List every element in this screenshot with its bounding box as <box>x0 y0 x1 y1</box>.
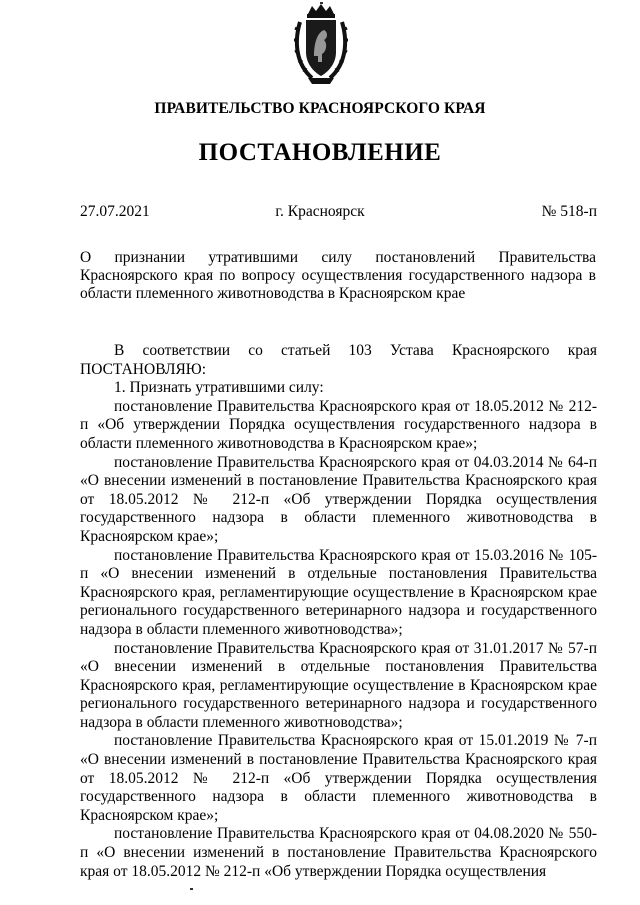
document-subject: О признании утратившими силу постановлений Правительства Красноярского края по вопросу осуществления государственного надзора в области племенного животноводства в Красноярском крае <box>80 249 596 302</box>
preamble: В соответствии со статьей 103 Устава Красноярского края ПОСТАНОВЛЯЮ: <box>80 342 597 378</box>
point-1: 1. Признать утратившими силу: <box>114 379 324 397</box>
repealed-item: постановление Правительства Красноярского края от 18.05.2012 № 212-п «Об утверждении Порядка осуществления государственного надзора в области племенного животноводства в Красноярском крае»; <box>80 397 597 452</box>
document-type-title: ПОСТАНОВЛЕНИЕ <box>198 139 442 166</box>
krasnoyarsk-coat-of-arms-icon <box>292 2 350 86</box>
repealed-item: постановление Правительства Красноярского края от 31.01.2017 № 57-п «О внесении изменений в отдельные постановления Правительства Красноярского края, регламентирующие осуществление в Красноярском крае регионального государственного ветеринарного надзора и государственного надзора в области племенного животноводства»; <box>80 639 597 731</box>
document-city: г. Красноярск <box>275 203 365 220</box>
repealed-item: постановление Правительства Красноярского края от 15.03.2016 № 105-п «О внесении изменений в отдельные постановления Правительства Красноярского края, регламентирующие осуществление в Красноярском крае регионального государственного ветеринарного надзора и государственного надзора в области племенного животноводства»; <box>80 546 597 638</box>
repealed-item: постановление Правительства Красноярского края от 04.03.2014 № 64-п «О внесении изменений в постановление Правительства Красноярского края от 18.05.2012 № 212-п «Об утверждении Порядка осуществления государственного надзора в области племенного животноводства в Красноярском крае»; <box>80 453 597 545</box>
document-body <box>80 342 597 881</box>
repealed-item: постановление Правительства Красноярского края от 15.01.2019 № 7-п «О внесении изменений в постановление Правительства Красноярского края от 18.05.2012 № 212-п «Об утверждении Порядка осуществления государственного надзора в области племенного животноводства в Красноярском крае»; <box>80 732 597 824</box>
document-date: 27.07.2021 <box>80 203 150 220</box>
repealed-item: постановление Правительства Красноярского края от 04.08.2020 № 550-п «О внесении изменений в постановление Правительства Красноярского края от 18.05.2012 № 212-п «Об утверждении Порядка осуществления <box>80 825 597 880</box>
bottom-scan-mark <box>190 888 193 890</box>
document-number: № 518-п <box>541 203 597 220</box>
government-name: ПРАВИТЕЛЬСТВО КРАСНОЯРСКОГО КРАЯ <box>154 100 486 117</box>
